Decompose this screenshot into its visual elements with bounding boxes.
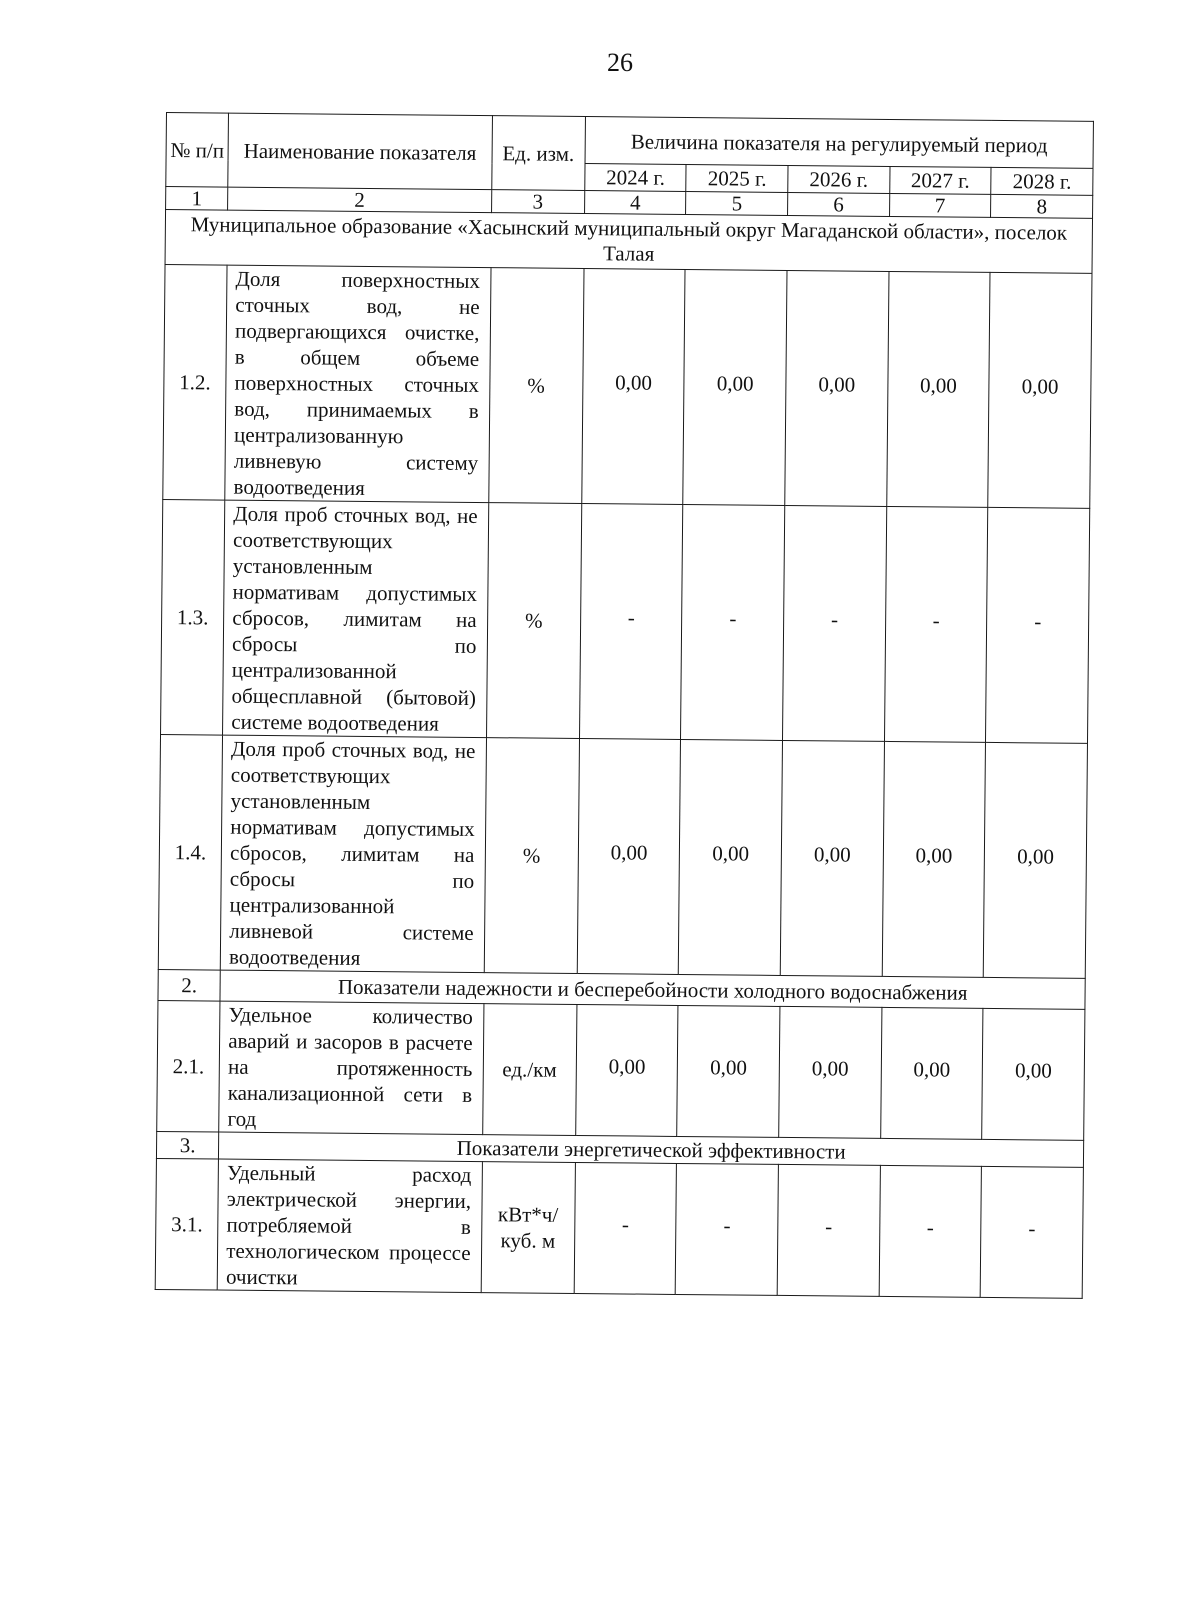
table-row bbox=[157, 1000, 1085, 1140]
indicator-name: Доля поверхностных сточных вод, не подвергающихся очистке, в общем объеме поверхностных сточных вод, принимаемых в централизованную ливневую систему водоотведения bbox=[225, 265, 491, 503]
unit-cell: % bbox=[486, 503, 582, 739]
value-cell: 0,00 bbox=[576, 1004, 679, 1136]
row-number: 1.3. bbox=[161, 499, 225, 735]
year-2027: 2027 г. bbox=[889, 166, 991, 194]
value-cell: - bbox=[681, 504, 785, 740]
header-num: № п/п bbox=[166, 113, 229, 188]
unit-cell: % bbox=[484, 738, 580, 974]
value-cell: 0,00 bbox=[779, 1006, 882, 1138]
column-number: 4 bbox=[584, 191, 686, 215]
year-2024: 2024 г. bbox=[585, 164, 687, 192]
value-cell: - bbox=[777, 1164, 880, 1296]
section-title: Показатели энергетической эффективности bbox=[219, 1132, 1084, 1167]
section-number: 3. bbox=[156, 1131, 218, 1159]
indicator-name: Доля проб сточных вод, не соответствующих установленным нормативам допустимых сбросов, лимитам на сбросы по централизованной ливневой системе водоотведения bbox=[220, 735, 486, 973]
header-unit: Ед. изм. bbox=[491, 116, 585, 191]
indicator-name: Доля проб сточных вод, не соответствующих установленным нормативам допустимых сбросов, лимитам на сбросы по централизованной общесплавной (бытовой) системе водоотведения bbox=[223, 500, 489, 738]
column-number: 5 bbox=[686, 191, 788, 215]
column-number: 6 bbox=[788, 192, 890, 216]
page-number: 26 bbox=[607, 48, 633, 77]
value-cell: 0,00 bbox=[880, 1007, 983, 1139]
value-cell: 0,00 bbox=[785, 270, 889, 506]
year-2026: 2026 г. bbox=[788, 165, 890, 193]
table-row bbox=[155, 1158, 1083, 1298]
table-row bbox=[163, 264, 1092, 508]
year-2028: 2028 г. bbox=[991, 167, 1093, 195]
column-number: 1 bbox=[166, 187, 228, 211]
value-cell: - bbox=[879, 1165, 982, 1297]
municipality-title: Муниципальное образование «Хасынский муниципальный округ Магаданской области», поселок Талая bbox=[165, 210, 1092, 274]
section-title: Показатели надежности и бесперебойности холодного водоснабжения bbox=[220, 970, 1085, 1009]
value-cell: 0,00 bbox=[677, 1005, 780, 1137]
value-cell: - bbox=[980, 1166, 1083, 1298]
row-number: 1.4. bbox=[158, 734, 222, 970]
indicators-table bbox=[155, 112, 1094, 1299]
value-cell: 0,00 bbox=[679, 739, 783, 975]
municipality-row bbox=[165, 210, 1092, 274]
value-cell: 0,00 bbox=[982, 1008, 1085, 1140]
year-2025: 2025 г. bbox=[686, 164, 788, 192]
value-cell: 0,00 bbox=[988, 272, 1092, 508]
header-period: Величина показателя на регулируемый период bbox=[585, 117, 1094, 169]
value-cell: - bbox=[884, 506, 988, 742]
table-row bbox=[158, 734, 1087, 978]
unit-cell: % bbox=[488, 268, 584, 504]
indicator-name: Удельный расход электрической энергии, потребляемой в технологическом процессе очистки bbox=[217, 1159, 482, 1293]
value-cell: 0,00 bbox=[882, 741, 986, 977]
value-cell: 0,00 bbox=[984, 742, 1088, 978]
section-number: 2. bbox=[158, 969, 220, 1001]
column-number: 7 bbox=[889, 193, 991, 217]
value-cell: 0,00 bbox=[886, 271, 990, 507]
value-cell: 0,00 bbox=[683, 269, 787, 505]
row-number: 3.1. bbox=[155, 1158, 218, 1290]
unit-cell: ед./км bbox=[482, 1004, 577, 1136]
value-cell: - bbox=[783, 505, 887, 741]
column-number: 2 bbox=[228, 187, 492, 213]
unit-cell: кВт*ч/ куб. м bbox=[481, 1162, 576, 1294]
value-cell: - bbox=[676, 1163, 779, 1295]
column-number: 3 bbox=[491, 190, 585, 214]
column-number: 8 bbox=[991, 194, 1093, 218]
value-cell: 0,00 bbox=[582, 269, 686, 505]
value-cell: 0,00 bbox=[780, 740, 884, 976]
value-cell: 0,00 bbox=[577, 738, 681, 974]
row-number: 2.1. bbox=[157, 1000, 220, 1132]
table-row bbox=[161, 499, 1090, 743]
header-row bbox=[166, 113, 1093, 169]
value-cell: - bbox=[986, 507, 1090, 743]
value-cell: - bbox=[579, 504, 683, 740]
row-number: 1.2. bbox=[163, 264, 227, 500]
indicator-name: Удельное количество аварий и засоров в расчете на протяженность канализационной сети в год bbox=[219, 1001, 484, 1135]
header-name: Наименование показателя bbox=[228, 113, 492, 190]
value-cell: - bbox=[574, 1162, 677, 1294]
